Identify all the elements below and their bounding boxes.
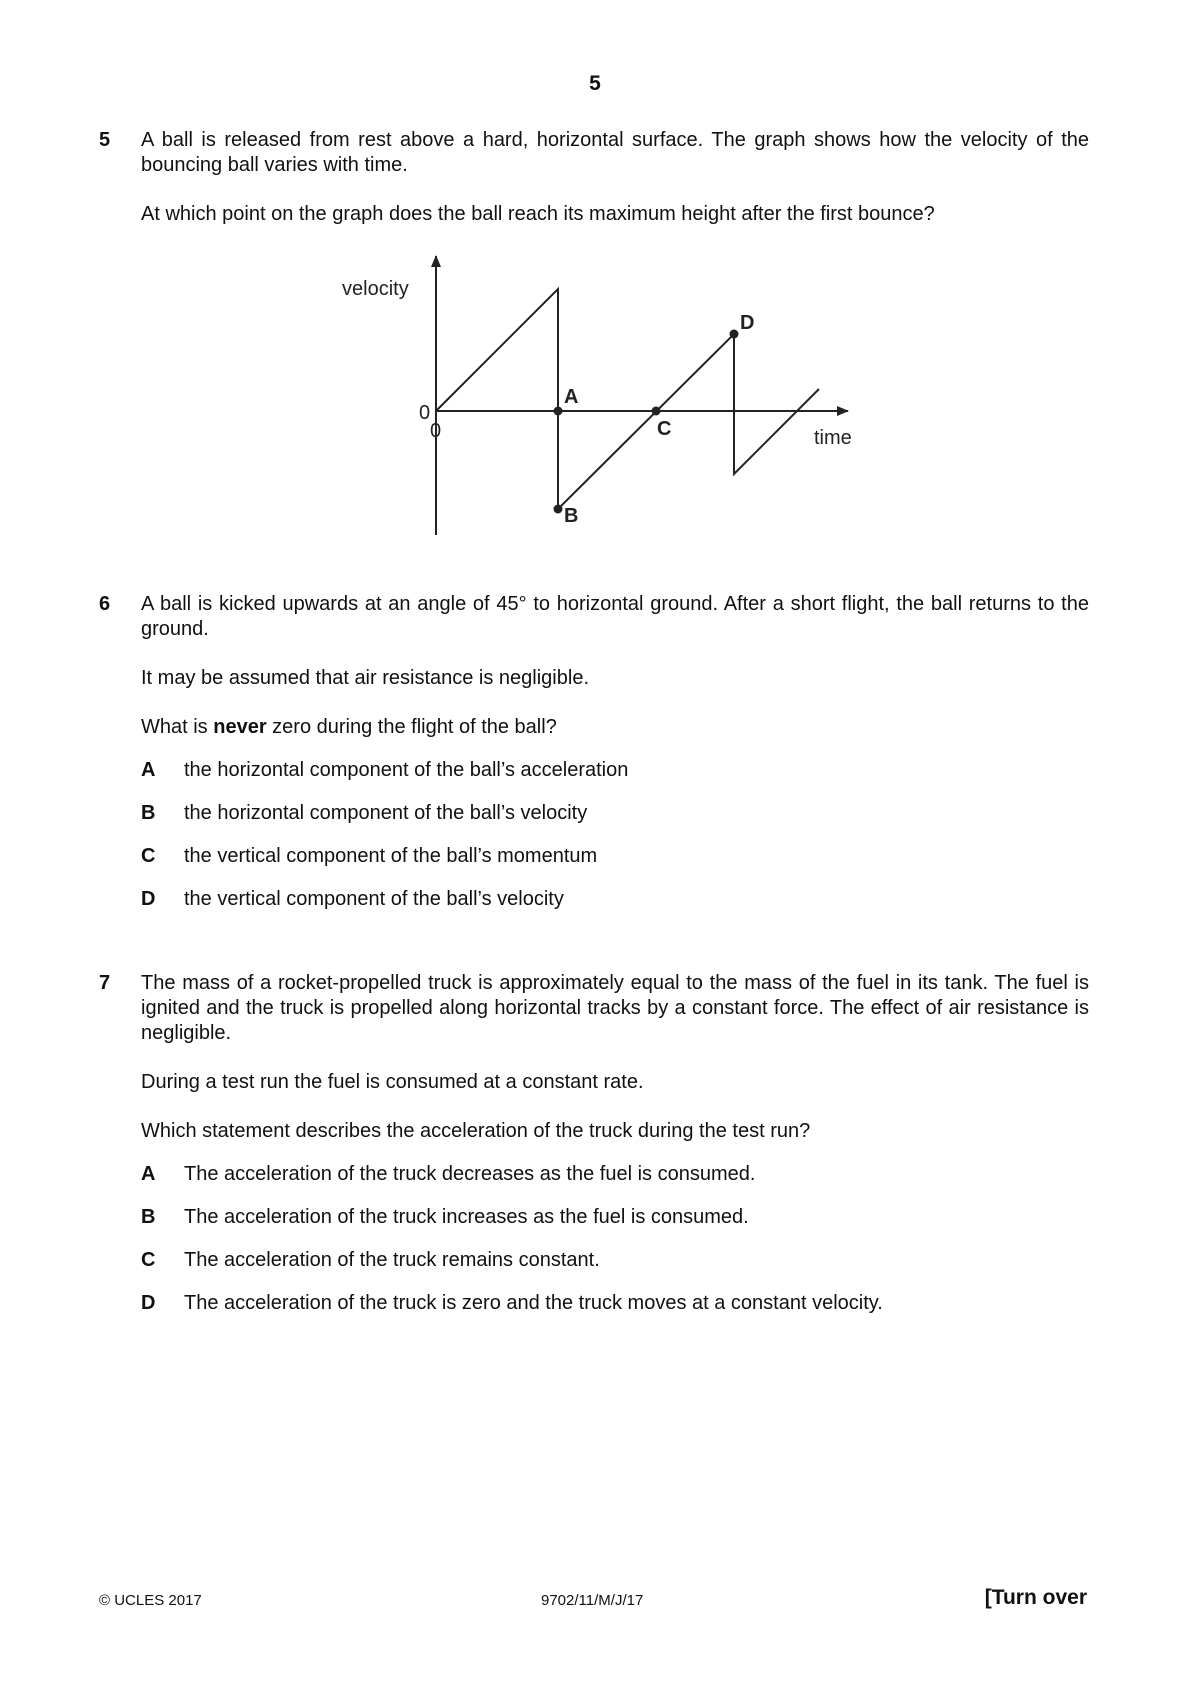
option-letter: B [141,802,156,824]
option-b[interactable] [141,1205,1089,1248]
point-c-marker [652,407,661,416]
question-number: 5 [99,129,111,151]
option-a[interactable] [141,758,1089,801]
option-letter: A [141,1163,156,1185]
question-number: 6 [99,593,111,615]
question-prompt [141,715,1089,740]
question-stem: The mass of a rocket-propelled truck is approximately equal to the mass of the fuel in its tank. The fuel is ignited and the truck is propelled along horizontal tracks by a constant force. The effect of air resistance is negligible. [141,972,1089,1044]
question-prompt: At which point on the graph does the ball reach its maximum height after the first bounce? [141,203,935,225]
question-stem: A ball is kicked upwards at an angle of 45° to horizontal ground. After a short flight, the ball returns to the ground. [141,593,1089,640]
x-origin-label: 0 [430,420,442,442]
option-letter: B [141,1206,156,1228]
option-letter: C [141,845,156,867]
question-context: During a test run the fuel is consumed at a constant rate. [141,1071,644,1093]
point-d-marker [730,330,739,339]
option-c[interactable] [141,844,1089,887]
footer-copyright: © UCLES 2017 [99,1592,202,1609]
y-origin-label: 0 [419,402,431,424]
point-c-label: C [657,418,672,440]
question-prompt-post: zero during the flight of the ball? [266,716,557,738]
velocity-curve [436,289,819,509]
point-a-label: A [564,386,579,408]
option-d[interactable] [141,1291,1089,1334]
question-stem: A ball is released from rest above a hard, horizontal surface. The graph shows how the velocity of the bouncing ball varies with time. [141,129,1089,176]
point-d-label: D [740,312,755,334]
answer-options [141,758,1089,930]
option-b[interactable] [141,801,1089,844]
option-letter: D [141,1292,156,1314]
option-text: The acceleration of the truck is zero and the truck moves at a constant velocity. [184,1292,883,1314]
point-b-label: B [564,505,579,527]
option-d[interactable] [141,887,1089,930]
question-prompt-emphasis: never [213,716,267,738]
y-axis-label: velocity [342,278,409,300]
page-number: 5 [589,72,601,95]
option-letter: C [141,1249,156,1271]
option-text: The acceleration of the truck remains constant. [184,1249,600,1271]
point-b-marker [554,505,563,514]
option-text: the vertical component of the ball’s velocity [184,888,564,910]
option-c[interactable] [141,1248,1089,1291]
question-prompt: Which statement describes the acceleration of the truck during the test run? [141,1120,811,1142]
question-prompt-pre: What is [141,716,214,738]
option-text: the horizontal component of the ball’s acceleration [184,759,629,781]
option-letter: D [141,888,156,910]
option-letter: A [141,759,156,781]
option-text: the horizontal component of the ball’s velocity [184,802,588,824]
option-text: the vertical component of the ball’s momentum [184,845,598,867]
option-a[interactable] [141,1162,1089,1205]
option-text: The acceleration of the truck decreases as the fuel is consumed. [184,1163,756,1185]
x-axis-label: time [814,427,852,449]
answer-options [141,1162,1089,1334]
point-a-marker [554,407,563,416]
option-text: The acceleration of the truck increases as the fuel is consumed. [184,1206,749,1228]
turn-over-label: [Turn over [984,1586,1087,1609]
question-number: 7 [99,972,111,994]
footer-paper-code: 9702/11/M/J/17 [541,1592,644,1609]
question-assumption: It may be assumed that air resistance is negligible. [141,667,589,689]
